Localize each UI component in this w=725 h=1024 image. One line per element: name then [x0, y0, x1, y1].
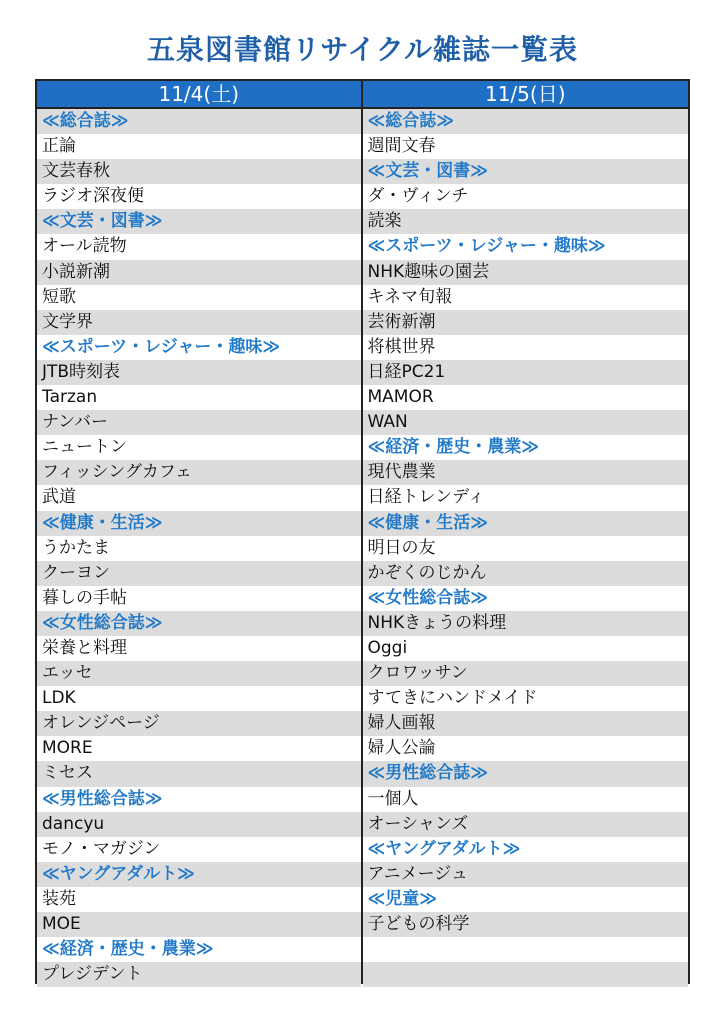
category-heading: ≪経済・歴史・農業≫ [363, 435, 689, 460]
category-heading: ≪スポーツ・レジャー・趣味≫ [363, 234, 689, 259]
magazine-item: NHKきょうの料理 [363, 611, 689, 636]
category-heading: ≪健康・生活≫ [37, 511, 361, 536]
magazine-item: 日経PC21 [363, 360, 689, 385]
magazine-item: 暮しの手帖 [37, 586, 361, 611]
magazine-item: JTB時刻表 [37, 360, 361, 385]
magazine-item: 現代農業 [363, 460, 689, 485]
column-sun [363, 81, 689, 982]
magazine-item: オレンジページ [37, 711, 361, 736]
magazine-item: 日経トレンディ [363, 485, 689, 510]
category-heading: ≪女性総合誌≫ [37, 611, 361, 636]
category-heading: ≪総合誌≫ [363, 109, 689, 134]
magazine-item: MAMOR [363, 385, 689, 410]
column-rows [37, 109, 361, 987]
magazine-item: プレジデント [37, 962, 361, 987]
magazine-item: うかたま [37, 536, 361, 561]
magazine-item: Tarzan [37, 385, 361, 410]
magazine-item: 武道 [37, 485, 361, 510]
category-heading: ≪文芸・図書≫ [363, 159, 689, 184]
category-heading: ≪健康・生活≫ [363, 511, 689, 536]
magazine-item: LDK [37, 686, 361, 711]
magazine-item: MOE [37, 912, 361, 937]
magazine-item: 正論 [37, 134, 361, 159]
column-rows [363, 109, 689, 987]
magazine-item: Oggi [363, 636, 689, 661]
magazine-item: クロワッサン [363, 661, 689, 686]
magazine-item: 文学界 [37, 310, 361, 335]
magazine-item: クーヨン [37, 561, 361, 586]
category-heading: ≪児童≫ [363, 887, 689, 912]
magazine-item: エッセ [37, 661, 361, 686]
magazine-item: モノ・マガジン [37, 837, 361, 862]
magazine-item: NHK趣味の園芸 [363, 260, 689, 285]
category-heading: ≪文芸・図書≫ [37, 209, 361, 234]
category-heading: ≪女性総合誌≫ [363, 586, 689, 611]
magazine-table [35, 79, 690, 984]
page-title: 五泉図書館リサイクル雑誌一覧表 [146, 33, 579, 66]
magazine-item: 文芸春秋 [37, 159, 361, 184]
magazine-item: 読楽 [363, 209, 689, 234]
category-heading: ≪男性総合誌≫ [363, 761, 689, 786]
magazine-item: オール読物 [37, 234, 361, 259]
magazine-item: WAN [363, 410, 689, 435]
category-heading: ≪スポーツ・レジャー・趣味≫ [37, 335, 361, 360]
magazine-item: MORE [37, 736, 361, 761]
category-heading: ≪総合誌≫ [37, 109, 361, 134]
magazine-item: オーシャンズ [363, 812, 689, 837]
magazine-item: 装苑 [37, 887, 361, 912]
magazine-item: 明日の友 [363, 536, 689, 561]
magazine-item: ナンバー [37, 410, 361, 435]
magazine-item: 将棋世界 [363, 335, 689, 360]
column-header-date: 11/5(日) [363, 81, 689, 109]
category-heading: ≪ヤングアダルト≫ [37, 862, 361, 887]
magazine-item: アニメージュ [363, 862, 689, 887]
magazine-item: 週間文春 [363, 134, 689, 159]
magazine-item: 婦人公論 [363, 736, 689, 761]
magazine-item [363, 937, 689, 962]
magazine-item: すてきにハンドメイド [363, 686, 689, 711]
column-sat [37, 81, 363, 985]
magazine-item: 子どもの科学 [363, 912, 689, 937]
category-heading: ≪ヤングアダルト≫ [363, 837, 689, 862]
magazine-item: 栄養と料理 [37, 636, 361, 661]
magazine-item: ダ・ヴィンチ [363, 184, 689, 209]
magazine-item: キネマ旬報 [363, 285, 689, 310]
category-heading: ≪男性総合誌≫ [37, 787, 361, 812]
magazine-item: ラジオ深夜便 [37, 184, 361, 209]
magazine-item: 婦人画報 [363, 711, 689, 736]
magazine-item: かぞくのじかん [363, 561, 689, 586]
magazine-item: ニュートン [37, 435, 361, 460]
magazine-item: ミセス [37, 761, 361, 786]
magazine-item [363, 962, 689, 987]
magazine-item: 短歌 [37, 285, 361, 310]
magazine-item: フィッシングカフェ [37, 460, 361, 485]
magazine-item: 芸術新潮 [363, 310, 689, 335]
column-header-date: 11/4(土) [37, 81, 361, 109]
category-heading: ≪経済・歴史・農業≫ [37, 937, 361, 962]
magazine-item: 小説新潮 [37, 260, 361, 285]
magazine-item: 一個人 [363, 787, 689, 812]
magazine-item: dancyu [37, 812, 361, 837]
